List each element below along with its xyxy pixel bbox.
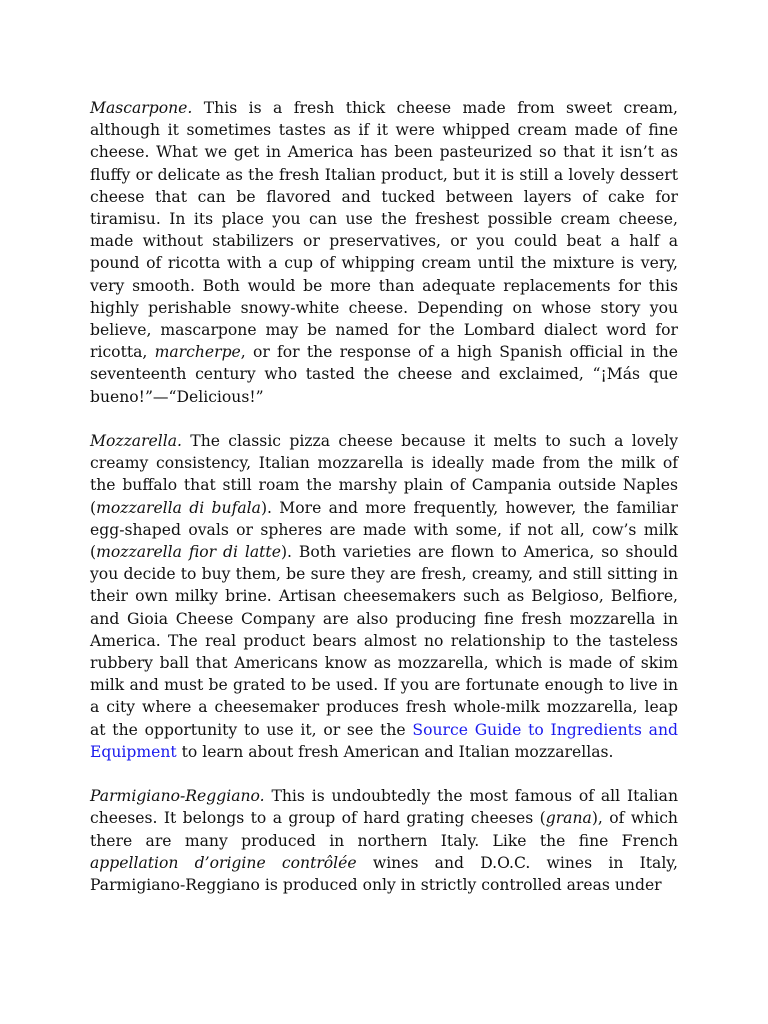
paragraph-mozzarella: [90, 430, 678, 763]
text-span: ), of which there are many produced in northern Italy. Like the fine French: [90, 809, 678, 850]
text-span: , or for the response of a high Spanish official in the seventeenth century who tasted the cheese and exclaimed, “¡Más que bueno!”—“Delicious!”: [90, 343, 679, 406]
text-span: ). Both varieties are flown to America, so should you decide to buy them, be sure they are fresh, creamy, and still sitting in their own milky brine. Artisan cheesemakers such as Belgioso, Belfiore, and Gioia Cheese Company are also producing fine fresh mozzarella in America. The real product bears almost no relationship to the tasteless rubbery ball that Americans know as mozzarella, which is made of skim milk and must be grated to be used. If you are fortunate enough to live in a city where a cheesemaker produces fresh whole-milk mozzarella, leap at the opportunity to use it, or see the: [90, 543, 678, 739]
text-span: wines and D.O.C. wines in Italy, Parmigiano-Reggiano is produced only in strictly controlled areas under: [90, 853, 678, 895]
italic-term-appellation: appellation d’origine contrôlée: [90, 853, 357, 872]
text-span: ). More and more frequently, however, the familiar egg-shaped ovals or spheres are made with some, if not all, cow’s milk (: [90, 498, 678, 562]
term-mozzarella: Mozzarella.: [90, 432, 182, 451]
italic-term-mozzarella-fior-di-latte: mozzarella fior di latte: [96, 543, 281, 562]
text-span: This is undoubtedly the most famous of all Italian cheeses. It belongs to a group of hard grating cheeses (: [90, 787, 678, 828]
paragraph-parmigiano-reggiano: [90, 785, 678, 896]
term-mascarpone: Mascarpone.: [90, 99, 193, 117]
text-span: This is a fresh thick cheese made from sweet cream, although it sometimes tastes as if it were whipped cream made of fine cheese. What we get in America has been pasteurized so that it isn’t as fluffy or delicate as the fresh Italian product, but it is still a lovely dessert cheese that can be flavored and tucked between layers of cake for tiramisu. In its place you can use the freshest possible cream cheese, made without stabilizers or preservatives, or you could beat a half a pound of ricotta with a cup of whipping cream until the mixture is very, very smooth. Both would be more than adequate replacements for this highly perishable snowy-white cheese. Depending on whose story you believe, mascarpone may be named for the Lombard dialect word for ricotta,: [90, 99, 678, 362]
document-page: [90, 97, 678, 896]
source-guide-link[interactable]: Source Guide to Ingredients and Equipment: [90, 720, 678, 761]
italic-term-grana: grana: [545, 809, 592, 828]
italic-term-marcherpe: marcherpe: [154, 343, 241, 362]
text-span: to learn about fresh American and Italian mozzarellas.: [176, 742, 614, 761]
paragraph-mascarpone: [90, 97, 678, 408]
italic-term-mozzarella-di-bufala: mozzarella di bufala: [96, 498, 261, 517]
term-parmigiano-reggiano: Parmigiano-Reggiano.: [90, 787, 265, 806]
text-span: The classic pizza cheese because it melts to such a lovely creamy consistency, Italian mozzarella is ideally made from the milk of the buffalo that still roam the marshy plain of Campania outside Naples (: [90, 432, 678, 517]
